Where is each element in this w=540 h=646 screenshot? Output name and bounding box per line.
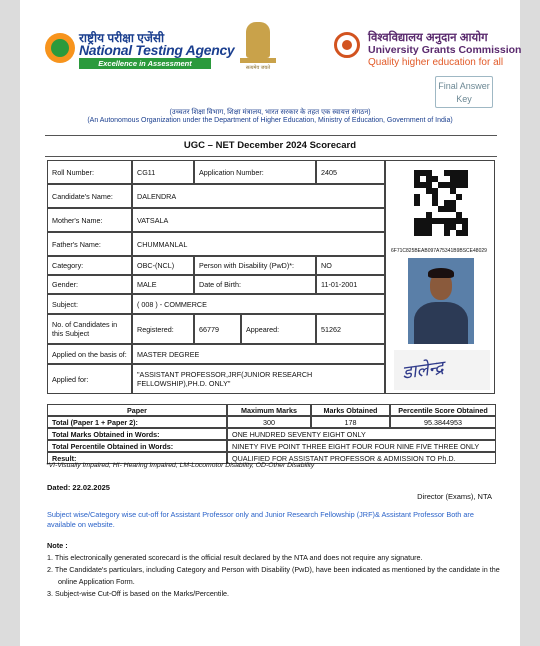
- col-marks-obtained: Marks Obtained: [311, 404, 390, 416]
- qr-code-icon: [414, 170, 468, 236]
- notes-list: [47, 552, 502, 600]
- page-title: UGC – NET December 2024 Scorecard: [183, 140, 357, 151]
- nta-hindi-name: राष्ट्रीय परीक्षा एजेंसी: [79, 31, 165, 45]
- cutoff-link[interactable]: Subject wise/Category wise cut-off for Assistant Professor only and Junior Research Fellowship (JRF)& Assistant Professor Both are available on website.: [47, 510, 474, 529]
- divider: [45, 156, 497, 157]
- right-margin: [520, 0, 540, 646]
- mother-name-label: Mother's Name:: [47, 208, 132, 232]
- nta-logo: [45, 29, 235, 71]
- applied-for-label: Applied for:: [47, 364, 132, 394]
- marks-obtained-value: 178: [311, 416, 390, 428]
- dob-label: Date of Birth:: [194, 275, 316, 294]
- candidate-signature: [394, 350, 490, 390]
- roll-label: Roll Number:: [47, 160, 132, 184]
- col-maximum-marks: Maximum Marks: [227, 404, 311, 416]
- ugc-emblem-icon: [334, 32, 360, 58]
- dob-value: 11-01-2001: [316, 275, 385, 294]
- pwd-value: NO: [316, 256, 385, 275]
- application-value: 2405: [316, 160, 385, 184]
- roll-value: CG11: [132, 160, 194, 184]
- national-emblem-icon: [238, 22, 278, 76]
- qr-code-text: 6F71C825BEAB097A75341B9BSCE48029: [391, 248, 487, 254]
- percentile-words-value: NINETY FIVE POINT THREE EIGHT FOUR FOUR NINE FIVE THREE ONLY: [227, 440, 496, 452]
- org-description-hindi: (उच्चतर शिक्षा विभाग, शिक्षा मंत्रालय, भारत सरकार के तहत एक स्वायत्त संगठन): [169, 109, 371, 116]
- emblem-motto: सत्यमेव जयते: [245, 65, 271, 71]
- application-label: Application Number:: [194, 160, 316, 184]
- maximum-marks-value: 300: [227, 416, 311, 428]
- percentile-value: 95.3844953: [390, 416, 496, 428]
- applied-for-value: "ASSISTANT PROFESSOR,JRF(JUNIOR RESEARCH FELLOWSHIP),PH.D. ONLY": [132, 364, 385, 394]
- ugc-name: University Grants Commission: [368, 44, 522, 56]
- marks-words-value: ONE HUNDRED SEVENTY EIGHT ONLY: [227, 428, 496, 440]
- disability-legend: *VI-Visually Impaired, HI- Hearing Impaired, LM-Locomotor Disability, OD-Other Disability: [46, 462, 315, 469]
- registered-value: 66779: [194, 314, 241, 344]
- subject-value: ( 008 ) - COMMERCE: [132, 294, 385, 314]
- candidate-name-value: DALENDRA: [132, 184, 385, 208]
- ugc-logo: [334, 30, 522, 70]
- mother-name-value: VATSALA: [132, 208, 385, 232]
- dated: Dated: 22.02.2025: [47, 483, 110, 492]
- appeared-label: Appeared:: [241, 314, 316, 344]
- registered-label: Registered:: [132, 314, 194, 344]
- gender-label: Gender:: [47, 275, 132, 294]
- subject-label: Subject:: [47, 294, 132, 314]
- note-heading: Note :: [47, 541, 68, 550]
- nta-tagline: Excellence in Assessment: [79, 58, 211, 69]
- gender-value: MALE: [132, 275, 194, 294]
- nta-check-icon: [45, 33, 75, 63]
- note-item: 3. Subject-wise Cut-Off is based on the Marks/Percentile.: [47, 589, 230, 598]
- note-item: 1. This electronically generated scorecard is the official result declared by the NTA and does not require any signature.: [47, 553, 423, 562]
- note-item: 2. The Candidate's particulars, including Category and Person with Disability (PwD), have been indicated as mentioned by the candidate in the online Application Form.: [47, 565, 500, 586]
- appeared-value: 51262: [316, 314, 385, 344]
- percentile-words-label: Total Percentile Obtained in Words:: [47, 440, 227, 452]
- col-paper: Paper: [47, 404, 227, 416]
- ugc-tagline: Quality higher education for all: [368, 57, 504, 68]
- result-value: QUALIFIED FOR ASSISTANT PROFESSOR & ADMISSION TO Ph.D.: [227, 452, 496, 464]
- no-of-candidates-label: No. of Candidates in this Subject: [47, 314, 132, 344]
- applied-basis-value: MASTER DEGREE: [132, 344, 385, 364]
- ugc-hindi-name: विश्वविद्यालय अनुदान आयोग: [368, 32, 488, 44]
- director-signature-line: Director (Exams), NTA: [417, 492, 492, 501]
- father-name-value: CHUMMANLAL: [132, 232, 385, 256]
- applied-basis-label: Applied on the basis of:: [47, 344, 132, 364]
- col-percentile: Percentile Score Obtained: [390, 404, 496, 416]
- scorecard-page: [22, 0, 522, 646]
- result-label: Result:: [47, 452, 227, 464]
- left-margin: [0, 0, 20, 646]
- category-value: OBC-(NCL): [132, 256, 194, 275]
- father-name-label: Father's Name:: [47, 232, 132, 256]
- signature-text: डालेन्द्र: [400, 357, 445, 384]
- marks-words-label: Total Marks Obtained in Words:: [47, 428, 227, 440]
- total-label: Total (Paper 1 + Paper 2):: [47, 416, 227, 428]
- final-answer-key-button[interactable]: Final Answer Key: [435, 76, 493, 108]
- candidate-photo: [408, 258, 474, 344]
- candidate-name-label: Candidate's Name:: [47, 184, 132, 208]
- category-label: Category:: [47, 256, 132, 275]
- pwd-label: Person with Disability (PwD)*:: [194, 256, 316, 275]
- org-description-english: (An Autonomous Organization under the Department of Higher Education, Ministry of Education, Government of India): [87, 117, 453, 124]
- divider: [45, 135, 497, 136]
- nta-name: National Testing Agency: [79, 42, 235, 58]
